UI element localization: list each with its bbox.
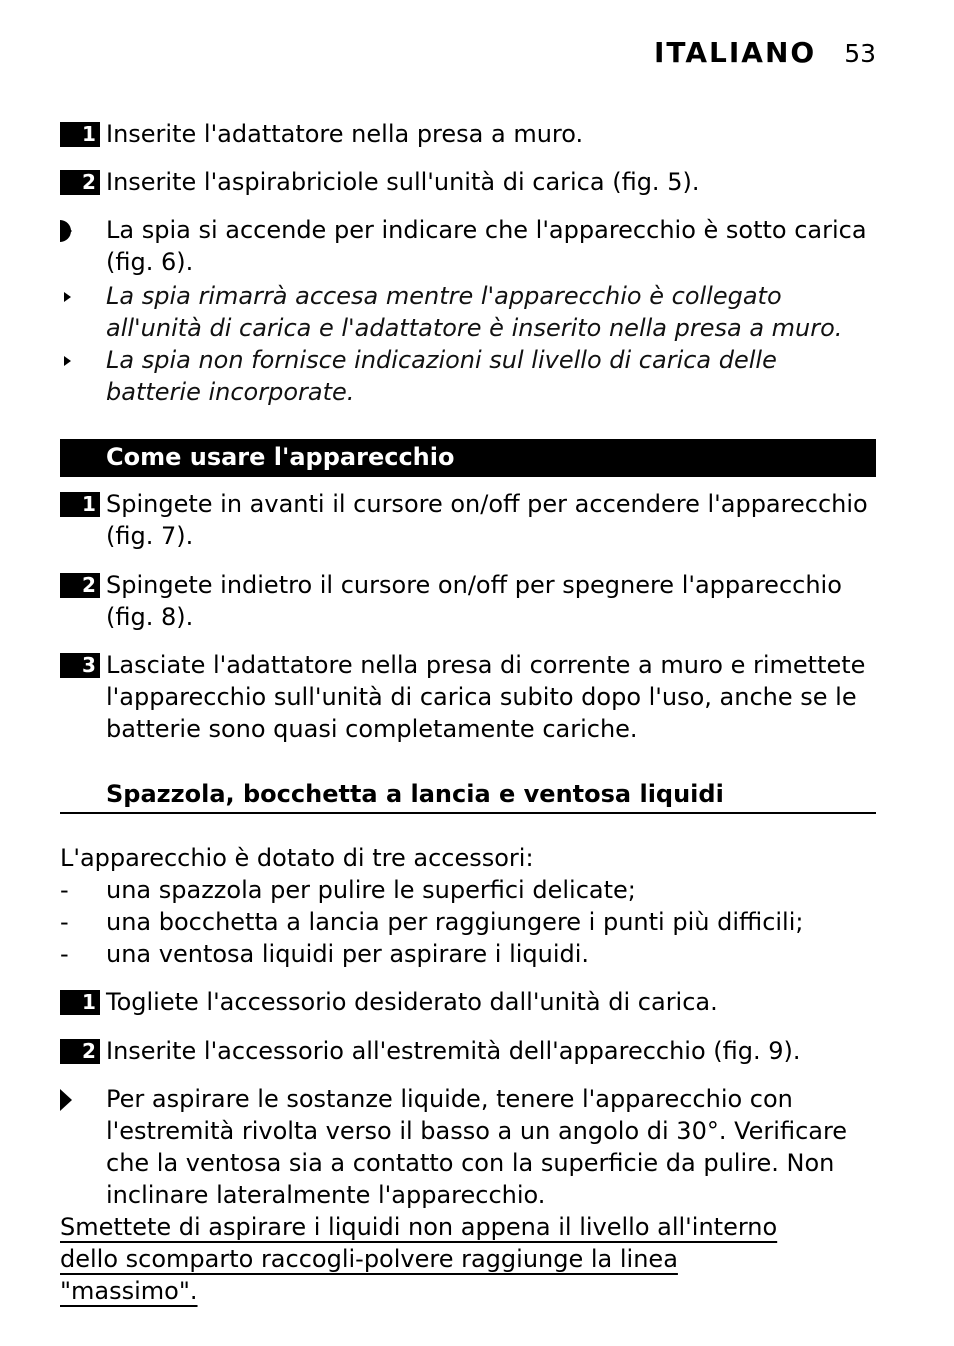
warning-text: Smettete di aspirare i liquidi non appena il livello all'interno dello scomparto raccogli-polvere raggiunge la linea "massimo". <box>60 1213 778 1305</box>
note-arrow-icon <box>64 356 71 366</box>
step-number-badge: 1 <box>60 990 100 1015</box>
step-number-badge: 3 <box>60 653 100 678</box>
step-text: Spingete indietro il cursore on/off per spegnere l'apparecchio (fig. 8). <box>106 571 842 631</box>
step-2 <box>60 569 876 633</box>
step-number-badge: 1 <box>60 122 100 147</box>
subsection-title: Spazzola, bocchetta a lancia e ventosa liquidi <box>60 778 876 814</box>
step-number-badge: 2 <box>60 573 100 598</box>
note-text: La spia rimarrà accesa mentre l'apparecchio è collegato all'unità di carica e l'adattatore è inserito nella presa a muro. <box>106 282 843 342</box>
step-number-badge: 2 <box>60 1039 100 1064</box>
step-number-badge: 1 <box>60 492 100 517</box>
list-item: - una spazzola per pulire le superfici delicate; <box>60 876 636 904</box>
step-text: Inserite l'aspirabriciole sull'unità di carica (fig. 5). <box>106 168 700 196</box>
list-item: - una bocchetta a lancia per raggiungere i punti più difficili; <box>60 908 804 936</box>
step-text: Togliete l'accessorio desiderato dall'unità di carica. <box>106 988 718 1016</box>
step-2 <box>60 166 876 198</box>
step-text: Lasciate l'adattatore nella presa di corrente a muro e rimettete l'apparecchio sull'unità di carica subito dopo l'uso, anche se le batterie sono quasi completamente cariche. <box>106 651 866 743</box>
step-text: Inserite l'accessorio all'estremità dell'apparecchio (fig. 9). <box>106 1037 801 1065</box>
result-text: La spia si accende per indicare che l'apparecchio è sotto carica (fig. 6). <box>106 216 867 276</box>
step-3 <box>60 649 876 745</box>
step-text: Inserite l'adattatore nella presa a muro. <box>106 120 584 148</box>
warning-note <box>60 1211 820 1307</box>
step-1 <box>60 488 876 552</box>
note-text: La spia non fornisce indicazioni sul livello di carica delle batterie incorporate. <box>106 346 777 406</box>
note-arrow-icon <box>64 292 71 302</box>
note-1 <box>60 280 876 344</box>
section-title-bar: Come usare l'apparecchio <box>60 439 876 477</box>
result-bullet <box>60 1083 876 1211</box>
intro-text: L'apparecchio è dotato di tre accessori: <box>60 844 534 872</box>
page-header <box>654 36 876 69</box>
result-arrow-icon <box>60 1089 72 1111</box>
accessory-intro <box>60 842 876 970</box>
result-bullet <box>60 214 876 278</box>
language-label: ITALIANO <box>654 36 817 69</box>
result-arrow-icon <box>60 220 72 242</box>
list-item: - una ventosa liquidi per aspirare i liquidi. <box>60 940 590 968</box>
step-2 <box>60 1035 876 1067</box>
step-1 <box>60 986 876 1018</box>
step-text: Spingete in avanti il cursore on/off per accendere l'apparecchio (fig. 7). <box>106 490 868 550</box>
note-2 <box>60 344 876 408</box>
step-number-badge: 2 <box>60 170 100 195</box>
page-number: 53 <box>844 39 876 68</box>
step-1 <box>60 118 876 150</box>
result-text: Per aspirare le sostanze liquide, tenere l'apparecchio con l'estremità rivolta verso il basso a un angolo di 30°. Verificare che la ventosa sia a contatto con la superficie da pulire. Non inclinare lateralmente l'apparecchio. <box>106 1085 848 1209</box>
